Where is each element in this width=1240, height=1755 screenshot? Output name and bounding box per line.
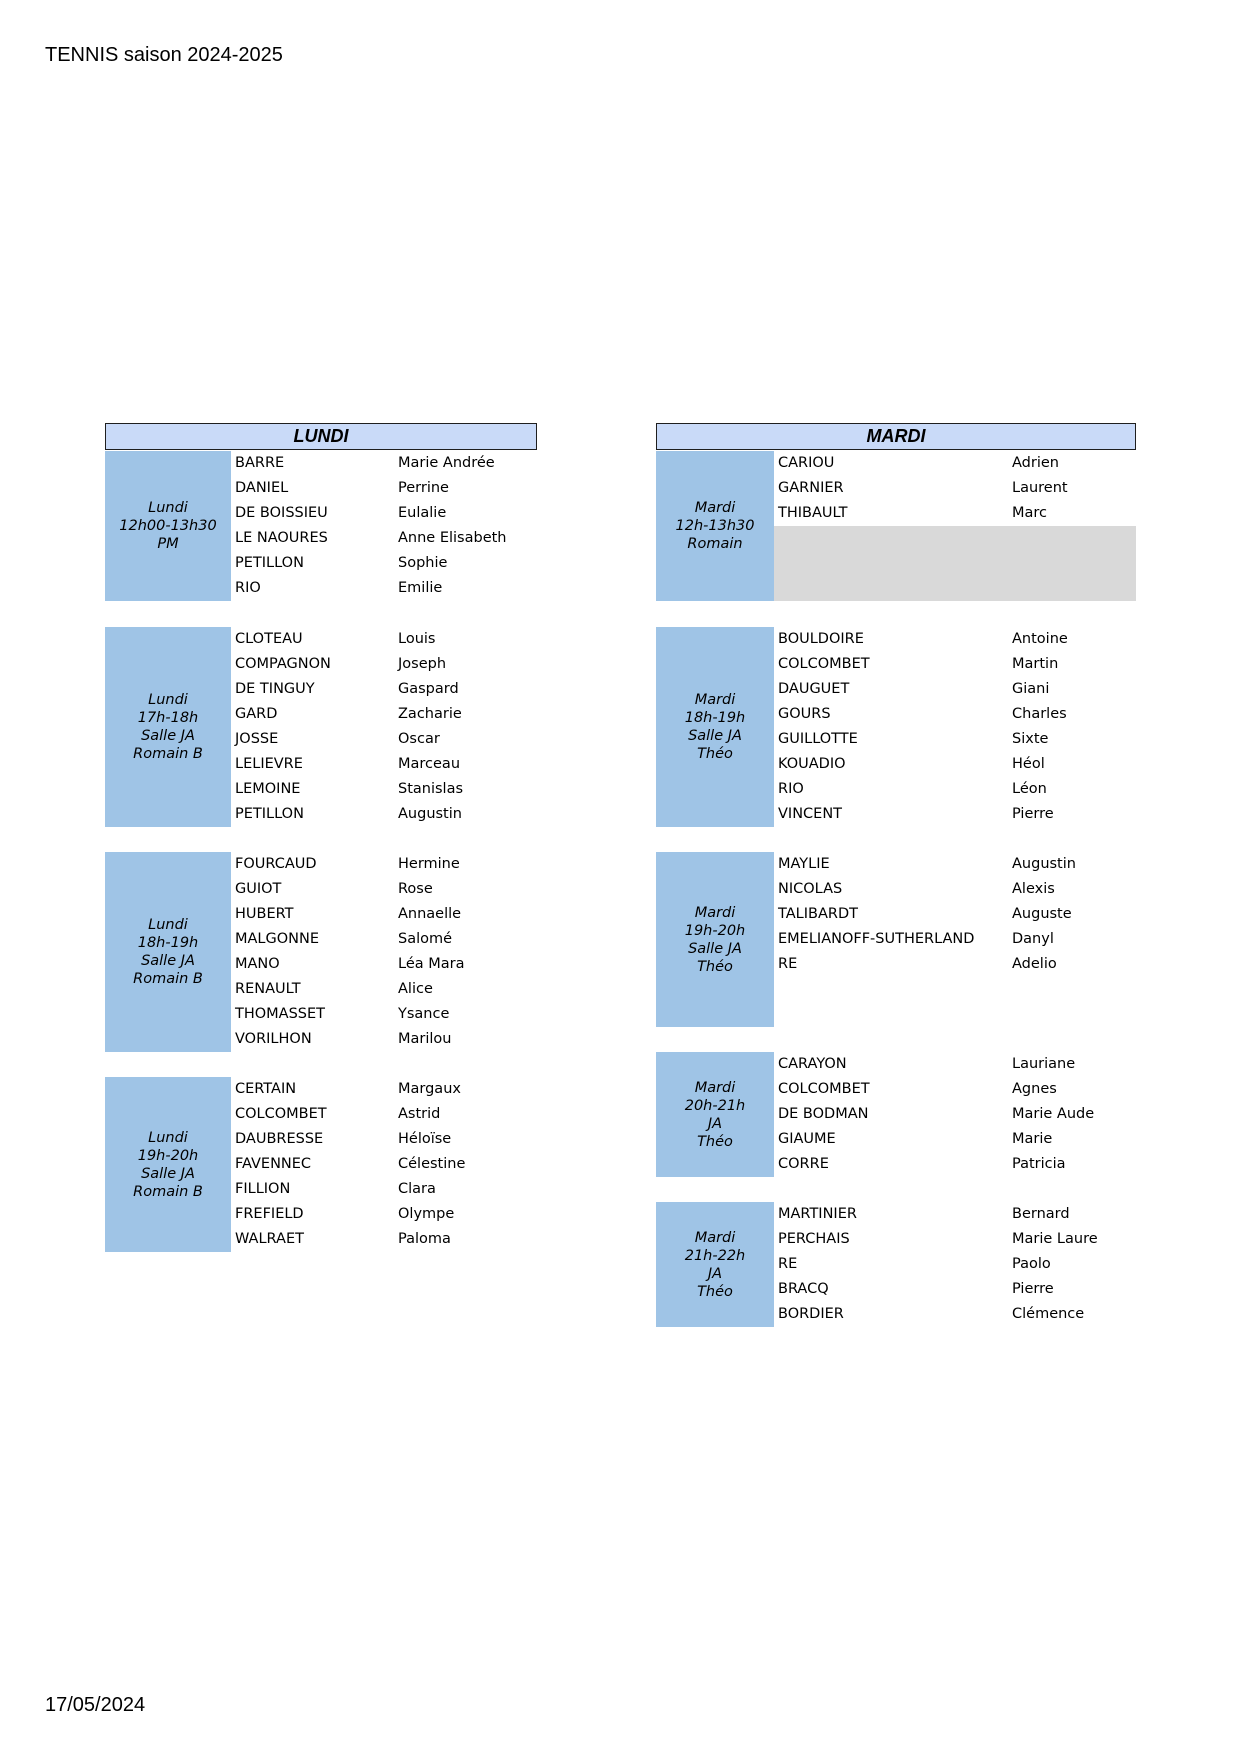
slot-label-line: Mardi	[694, 1229, 736, 1246]
player-row	[231, 652, 531, 677]
player-surname: BORDIER	[778, 1306, 844, 1322]
slot-label-line: 17h-18h	[137, 710, 199, 726]
player-surname: FOURCAUD	[235, 856, 317, 872]
player-row	[231, 627, 531, 652]
player-row	[231, 1202, 531, 1227]
player-surname: BOULDOIRE	[778, 631, 864, 647]
slot-label-line: Romain B	[133, 746, 203, 762]
player-firstname: Louis	[398, 631, 436, 647]
slot-label-line: 18h-19h	[137, 935, 199, 951]
player-firstname: Marie Aude	[1012, 1106, 1095, 1122]
player-row	[774, 1277, 1136, 1302]
lundi-player-list	[231, 1077, 531, 1252]
player-firstname: Emilie	[398, 580, 443, 596]
player-firstname: Augustin	[398, 806, 462, 822]
player-row	[774, 677, 1136, 702]
player-surname: GUIOT	[235, 881, 282, 897]
player-surname: GIAUME	[778, 1131, 836, 1147]
player-surname: CLOTEAU	[235, 631, 303, 647]
player-firstname: Zacharie	[398, 706, 462, 722]
player-firstname: Héol	[1012, 756, 1045, 772]
player-firstname: Alice	[398, 981, 433, 997]
player-row	[231, 576, 531, 601]
player-surname: COLCOMBET	[778, 1081, 870, 1097]
player-row	[774, 1252, 1136, 1277]
player-firstname: Auguste	[1012, 906, 1072, 922]
mardi-slot-group	[656, 627, 1136, 827]
player-firstname: Charles	[1012, 706, 1067, 722]
player-firstname: Patricia	[1012, 1156, 1066, 1172]
player-surname: MALGONNE	[235, 931, 320, 947]
player-firstname: Rose	[398, 881, 433, 897]
slot-label-line: 20h-21h	[684, 1097, 746, 1114]
player-row	[231, 927, 531, 952]
page-title: TENNIS saison 2024-2025	[45, 44, 283, 66]
player-row	[774, 501, 1136, 526]
mardi-slot-group	[656, 1202, 1136, 1327]
player-row	[231, 1127, 531, 1152]
mardi-player-list	[774, 1202, 1136, 1327]
slot-label-line: 21h-22h	[684, 1247, 746, 1264]
player-firstname: Giani	[1012, 681, 1050, 697]
slot-label-line: Théo	[697, 1133, 733, 1150]
player-row	[774, 1152, 1136, 1177]
player-surname: FILLION	[235, 1181, 291, 1197]
player-surname: EMELIANOFF-SUTHERLAND	[778, 931, 975, 947]
slot-label-line: Lundi	[148, 1129, 188, 1146]
player-row	[231, 702, 531, 727]
player-row	[231, 1227, 531, 1252]
player-row	[774, 451, 1136, 476]
slot-label-line: Mardi	[694, 904, 736, 921]
player-surname: GOURS	[778, 706, 831, 722]
player-row	[774, 802, 1136, 827]
player-surname: PETILLON	[235, 806, 304, 822]
player-surname: DAUGUET	[778, 681, 850, 697]
player-firstname: Gaspard	[398, 681, 459, 697]
player-firstname: Danyl	[1012, 931, 1054, 947]
page-date: 17/05/2024	[45, 1694, 146, 1716]
slot-label-line: Salle JA	[141, 953, 195, 969]
player-surname: VINCENT	[778, 806, 843, 822]
player-firstname: Paolo	[1012, 1256, 1051, 1272]
player-firstname: Marceau	[398, 756, 461, 772]
slot-label-line: Théo	[697, 1283, 733, 1300]
player-row	[774, 1052, 1136, 1077]
mardi-player-list	[774, 1052, 1136, 1177]
player-surname: CERTAIN	[235, 1081, 297, 1097]
mardi-slot-label	[656, 1052, 774, 1177]
player-surname: DE BODMAN	[778, 1106, 869, 1122]
player-surname: TALIBARDT	[778, 906, 858, 922]
player-surname: MANO	[235, 956, 280, 972]
slot-label-line: 19h-20h	[137, 1147, 199, 1164]
player-firstname: Salomé	[398, 931, 453, 947]
slot-label-line: 12h00-13h30	[119, 518, 217, 534]
player-firstname: Augustin	[1012, 856, 1076, 872]
player-row	[231, 1027, 531, 1052]
player-row	[774, 777, 1136, 802]
slot-label-line: Romain	[687, 536, 743, 552]
player-surname: CARIOU	[778, 455, 835, 471]
player-row	[774, 877, 1136, 902]
player-firstname: Eulalie	[398, 505, 447, 521]
player-firstname: Marc	[1012, 505, 1048, 521]
player-row	[231, 752, 531, 777]
player-firstname: Pierre	[1012, 806, 1054, 822]
player-surname: RE	[778, 1256, 798, 1272]
slot-label-line: Salle JA	[688, 728, 742, 744]
player-firstname: Olympe	[398, 1206, 455, 1222]
player-row	[774, 1302, 1136, 1327]
slot-label-line: Romain B	[133, 971, 203, 987]
player-row	[231, 1152, 531, 1177]
player-row	[231, 526, 531, 551]
player-surname: GUILLOTTE	[778, 731, 858, 747]
player-surname: THOMASSET	[235, 1006, 326, 1022]
mardi-player-list	[774, 451, 1136, 526]
player-row	[774, 952, 1136, 977]
player-surname: FAVENNEC	[235, 1156, 312, 1172]
mardi-slot-label	[656, 1202, 774, 1327]
slot-label-line: Salle JA	[688, 940, 742, 957]
player-row	[774, 1227, 1136, 1252]
lundi-slot-group	[105, 627, 531, 827]
player-surname: LEMOINE	[235, 781, 301, 797]
player-firstname: Marie Laure	[1012, 1231, 1098, 1247]
lundi-slot-label	[105, 852, 231, 1052]
player-surname: NICOLAS	[778, 881, 843, 897]
player-row	[231, 852, 531, 877]
slot-label-line: Romain B	[133, 1183, 203, 1200]
player-firstname: Alexis	[1012, 881, 1055, 897]
player-firstname: Hermine	[398, 856, 460, 872]
slot-label-line: PM	[157, 536, 179, 552]
player-firstname: Joseph	[398, 656, 447, 672]
player-firstname: Antoine	[1012, 631, 1068, 647]
player-firstname: Marilou	[398, 1031, 452, 1047]
player-firstname: Bernard	[1012, 1206, 1070, 1222]
slot-label-line: 19h-20h	[684, 922, 746, 939]
slot-label-line: 18h-19h	[684, 710, 746, 726]
player-surname: LELIEVRE	[235, 756, 303, 772]
lundi-player-list	[231, 627, 531, 827]
player-firstname: Marie Andrée	[398, 455, 495, 471]
slot-label-line: Salle JA	[141, 1165, 195, 1182]
player-firstname: Stanislas	[398, 781, 464, 797]
slot-label-line: Théo	[697, 958, 733, 975]
slot-label-line: Lundi	[148, 692, 188, 708]
player-firstname: Lauriane	[1012, 1056, 1076, 1072]
mardi-player-list	[774, 852, 1136, 977]
lundi-slot-label	[105, 451, 231, 601]
player-row	[231, 501, 531, 526]
player-firstname: Marie	[1012, 1131, 1053, 1147]
player-surname: BARRE	[235, 455, 285, 471]
player-surname: CORRE	[778, 1156, 829, 1172]
player-row	[774, 852, 1136, 877]
player-row	[774, 902, 1136, 927]
player-firstname: Paloma	[398, 1231, 451, 1247]
player-surname: DAUBRESSE	[235, 1131, 324, 1147]
mardi-slot-group	[656, 852, 1136, 1027]
mardi-slot-label	[656, 451, 774, 601]
player-firstname: Astrid	[398, 1106, 441, 1122]
player-firstname: Margaux	[398, 1081, 461, 1097]
empty-slots-block	[774, 526, 1136, 601]
player-surname: CARAYON	[778, 1056, 847, 1072]
player-surname: RENAULT	[235, 981, 301, 997]
player-firstname: Héloïse	[398, 1131, 452, 1147]
lundi-header: LUNDI	[105, 423, 537, 450]
lundi-slot-group	[105, 451, 531, 601]
player-firstname: Adrien	[1012, 455, 1059, 471]
player-row	[774, 927, 1136, 952]
player-surname: RIO	[235, 580, 261, 596]
player-row	[774, 1102, 1136, 1127]
player-surname: RIO	[778, 781, 804, 797]
player-firstname: Célestine	[398, 1156, 466, 1172]
player-row	[774, 1202, 1136, 1227]
lundi-player-list	[231, 852, 531, 1052]
player-row	[774, 476, 1136, 501]
player-row	[231, 677, 531, 702]
player-row	[231, 1102, 531, 1127]
player-row	[774, 1077, 1136, 1102]
slot-label-line: Lundi	[148, 500, 188, 516]
mardi-slot-label	[656, 852, 774, 1027]
player-row	[231, 1077, 531, 1102]
player-row	[231, 1002, 531, 1027]
player-firstname: Anne Elisabeth	[398, 530, 507, 546]
player-firstname: Clémence	[1012, 1306, 1085, 1322]
player-row	[231, 777, 531, 802]
player-row	[231, 727, 531, 752]
mardi-player-list	[774, 627, 1136, 827]
player-surname: PETILLON	[235, 555, 304, 571]
player-surname: PERCHAIS	[778, 1231, 850, 1247]
player-row	[231, 451, 531, 476]
player-surname: GARNIER	[778, 480, 844, 496]
player-surname: DE TINGUY	[235, 681, 315, 697]
player-surname: MAYLIE	[778, 856, 830, 872]
player-surname: DANIEL	[235, 480, 289, 496]
player-surname: THIBAULT	[778, 505, 848, 521]
player-surname: JOSSE	[235, 731, 279, 747]
slot-label-line: Salle JA	[141, 728, 195, 744]
player-firstname: Martin	[1012, 656, 1059, 672]
player-row	[231, 877, 531, 902]
player-surname: WALRAET	[235, 1231, 304, 1247]
lundi-slot-label	[105, 1077, 231, 1252]
lundi-slot-group	[105, 1077, 531, 1252]
player-row	[231, 902, 531, 927]
player-surname: MARTINIER	[778, 1206, 857, 1222]
player-surname: KOUADIO	[778, 756, 846, 772]
slot-label-line: Mardi	[694, 500, 736, 516]
player-row	[231, 476, 531, 501]
lundi-slot-label	[105, 627, 231, 827]
player-row	[774, 627, 1136, 652]
slot-label-line: Mardi	[694, 1079, 736, 1096]
player-firstname: Léa Mara	[398, 956, 465, 972]
mardi-header: MARDI	[656, 423, 1136, 450]
mardi-slot-group	[656, 1052, 1136, 1177]
slot-label-line: 12h-13h30	[675, 518, 755, 534]
player-row	[231, 802, 531, 827]
player-surname: DE BOISSIEU	[235, 505, 328, 521]
player-surname: GARD	[235, 706, 278, 722]
player-row	[774, 1127, 1136, 1152]
player-firstname: Oscar	[398, 731, 440, 747]
player-row	[774, 702, 1136, 727]
player-firstname: Annaelle	[398, 906, 462, 922]
mardi-slot-group	[656, 451, 1136, 601]
player-surname: HUBERT	[235, 906, 294, 922]
player-surname: COMPAGNON	[235, 656, 331, 672]
slot-label-line: Théo	[697, 746, 733, 762]
player-firstname: Agnes	[1012, 1081, 1057, 1097]
slot-label-line: JA	[707, 1115, 723, 1132]
player-row	[774, 727, 1136, 752]
player-row	[774, 652, 1136, 677]
slot-label-line: Lundi	[148, 917, 188, 933]
player-firstname: Adelio	[1012, 956, 1057, 972]
player-firstname: Perrine	[398, 480, 449, 496]
player-firstname: Léon	[1012, 781, 1047, 797]
lundi-player-list	[231, 451, 531, 601]
mardi-slot-label	[656, 627, 774, 827]
slot-label-line: JA	[707, 1265, 723, 1282]
player-surname: RE	[778, 956, 798, 972]
player-row	[231, 952, 531, 977]
slot-label-line: Mardi	[694, 692, 736, 708]
player-surname: BRACQ	[778, 1281, 829, 1297]
player-surname: LE NAOURES	[235, 530, 328, 546]
player-surname: FREFIELD	[235, 1206, 304, 1222]
player-row	[774, 752, 1136, 777]
player-row	[231, 1177, 531, 1202]
player-row	[231, 977, 531, 1002]
lundi-slot-group	[105, 852, 531, 1052]
player-firstname: Clara	[398, 1181, 436, 1197]
player-firstname: Sophie	[398, 555, 448, 571]
player-row	[231, 551, 531, 576]
player-firstname: Ysance	[398, 1006, 450, 1022]
player-firstname: Pierre	[1012, 1281, 1054, 1297]
player-surname: COLCOMBET	[778, 656, 870, 672]
player-surname: COLCOMBET	[235, 1106, 327, 1122]
player-surname: VORILHON	[235, 1031, 312, 1047]
player-firstname: Laurent	[1012, 480, 1068, 496]
player-firstname: Sixte	[1012, 731, 1049, 747]
